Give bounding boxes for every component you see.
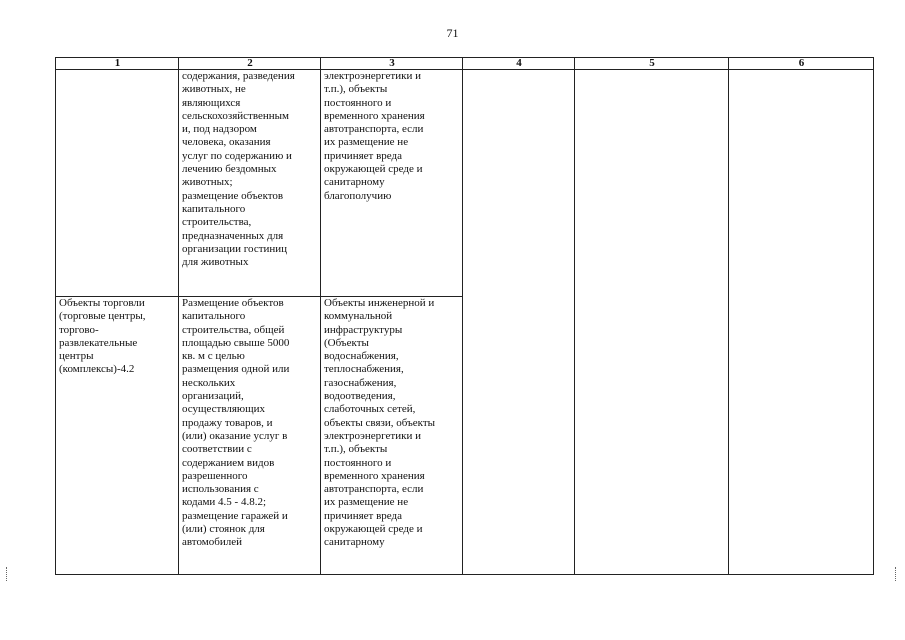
column-header: 4 (463, 58, 575, 70)
scan-edge-mark (895, 567, 898, 581)
table-row (56, 70, 874, 297)
column-header: 2 (179, 58, 321, 70)
column-header: 1 (56, 58, 179, 70)
table-cell: Размещение объектов капитального строительства, общей площадью свыше 5000 кв. м с целью размещения одной или нескольких организаций, осуществляющих продажу товаров, и (или) оказание услуг в соответствии с содержанием видов разрешенного использования с кодами 4.5 - 4.8.2; размещение гаражей и (или) стоянок для автомобилей (179, 297, 321, 575)
table-cell (56, 70, 179, 297)
table-cell (463, 70, 575, 575)
column-header: 6 (729, 58, 874, 70)
column-header: 5 (575, 58, 729, 70)
table-cell: Объекты торговли (торговые центры, торгово- развлекательные центры (комплексы)-4.2 (56, 297, 179, 575)
table-cell: электроэнергетики и т.п.), объекты постоянного и временного хранения автотранспорта, если их размещение не причиняет вреда окружающей среде и санитарному благополучию (321, 70, 463, 297)
table-cell: содержания, разведения животных, не являющихся сельскохозяйственным и, под надзором человека, оказания услуг по содержанию и лечению бездомных животных; размещение объектов капитального строительства, предназначенных для организации гостиниц для животных (179, 70, 321, 297)
zoning-table (55, 57, 874, 575)
table-cell (729, 70, 874, 575)
scan-edge-mark (6, 567, 9, 581)
page-number: 71 (446, 26, 459, 40)
column-header: 3 (321, 58, 463, 70)
table-cell (575, 70, 729, 575)
table-header-row (56, 58, 874, 70)
table-cell: Объекты инженерной и коммунальной инфраструктуры (Объекты водоснабжения, теплоснабжения, газоснабжения, водоотведения, слаботочных сетей, объекты связи, объекты электроэнергетики и т.п.), объекты постоянного и временного хранения автотранспорта, если их размещение не причиняет вреда окружающей среде и санитарному (321, 297, 463, 575)
